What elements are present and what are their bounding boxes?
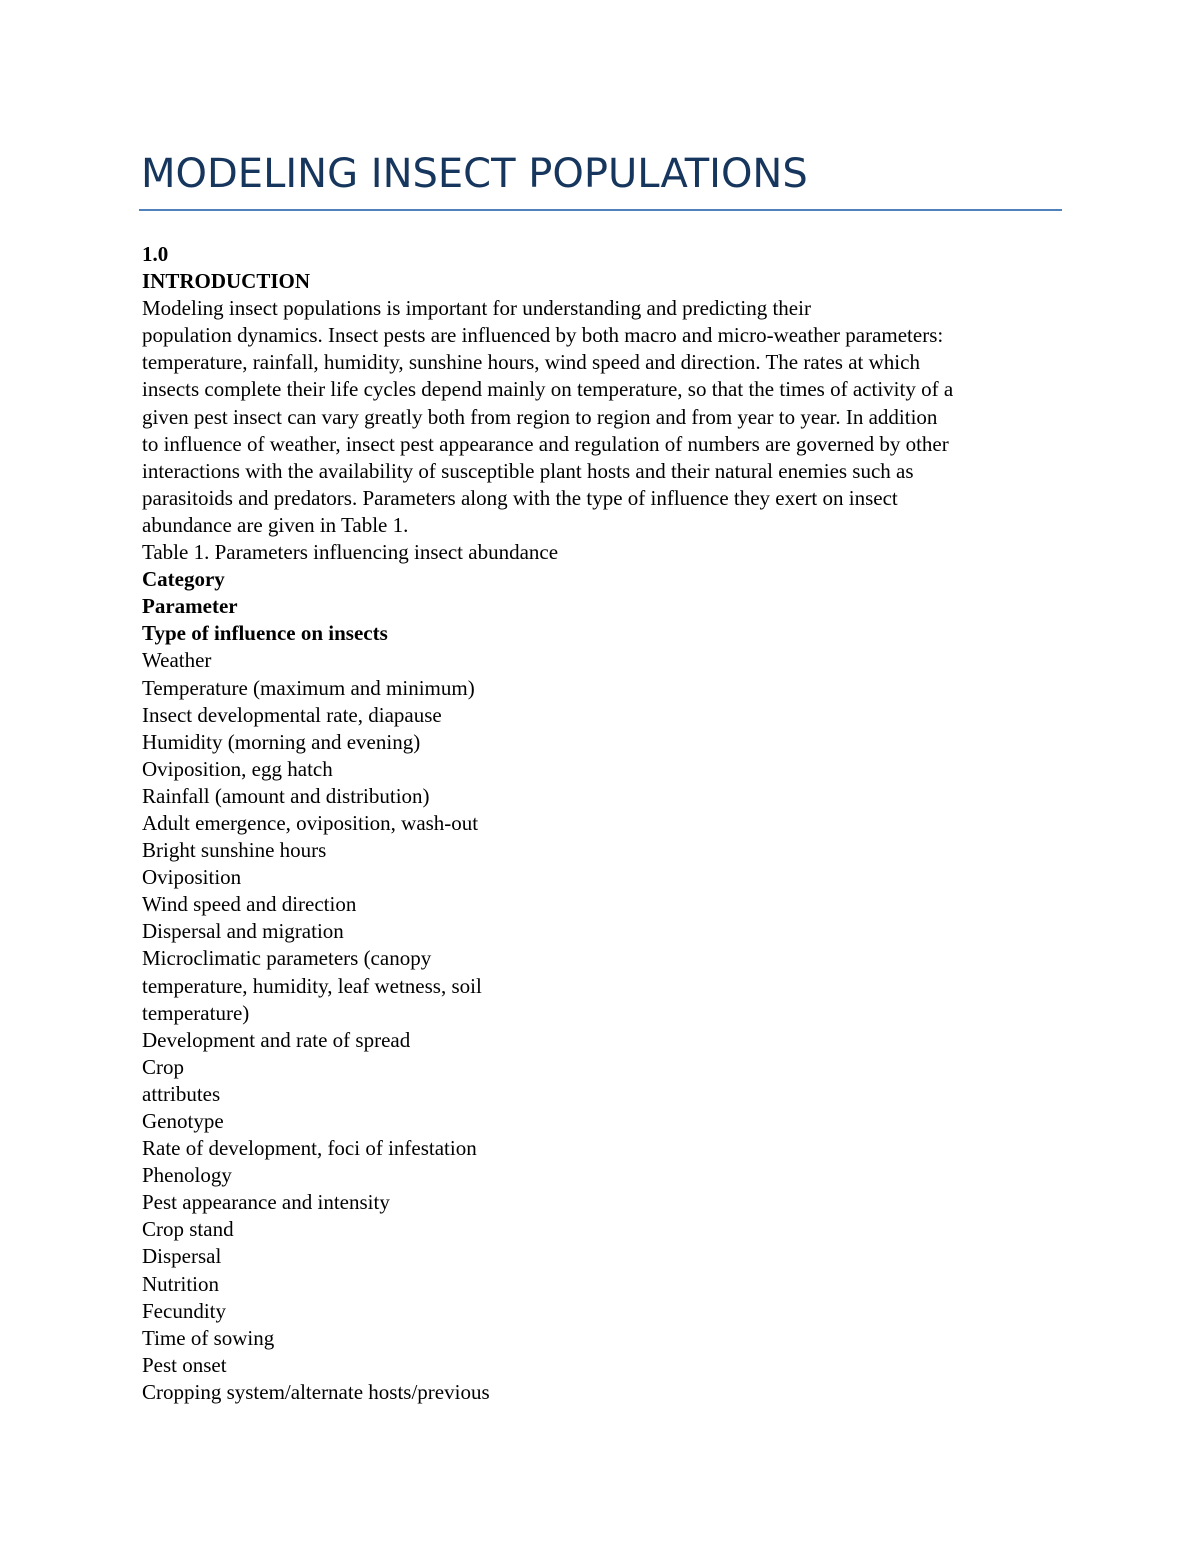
intro-line: interactions with the availability of susceptible plant hosts and their natural enemies such as (142, 458, 914, 483)
table-header-parameter: Parameter (142, 594, 238, 619)
section-heading: INTRODUCTION (142, 269, 311, 294)
table-cell: Rate of development, foci of infestation (142, 1136, 477, 1161)
table-cell: Microclimatic parameters (canopy (142, 946, 432, 971)
table-header-influence: Type of influence on insects (142, 621, 388, 646)
table-body (142, 647, 1057, 1406)
table-cell: Insect developmental rate, diapause (142, 702, 442, 727)
table-cell: Genotype (142, 1109, 224, 1133)
table-cell: Pest appearance and intensity (142, 1190, 390, 1215)
table-caption: Table 1. Parameters influencing insect abundance (142, 540, 559, 565)
table-cell: Pest onset (142, 1352, 227, 1377)
table-cell: Adult emergence, oviposition, wash-out (142, 810, 479, 835)
intro-line: Modeling insect populations is important for understanding and predicting their (142, 296, 811, 321)
table-cell: Time of sowing (142, 1325, 275, 1350)
table-cell: temperature) (142, 1000, 250, 1025)
table-header-category: Category (142, 567, 225, 592)
table-cell: Weather (142, 648, 212, 673)
title-underline (139, 209, 1062, 211)
intro-line: abundance are given in Table 1. (142, 512, 409, 537)
intro-line: given pest insect can vary greatly both from region to region and from year to year. In addition (142, 404, 938, 429)
table-cell: Oviposition, egg hatch (142, 756, 333, 781)
table-cell: attributes (142, 1081, 221, 1106)
table-headers (142, 566, 1057, 647)
intro-line: to influence of weather, insect pest appearance and regulation of numbers are governed by other (142, 431, 949, 456)
table-cell: Bright sunshine hours (142, 838, 327, 863)
document-body (142, 241, 1057, 1406)
table-cell: Phenology (142, 1163, 232, 1188)
intro-line: population dynamics. Insect pests are influenced by both macro and micro-weather parameters: (142, 323, 944, 348)
table-cell: Nutrition (142, 1271, 219, 1296)
table-cell: Fecundity (142, 1298, 226, 1323)
section-number: 1.0 (142, 242, 169, 266)
intro-line: insects complete their life cycles depend mainly on temperature, so that the times of activity of a (142, 377, 954, 402)
document-title: MODELING INSECT POPULATIONS (141, 151, 808, 197)
table-cell: Oviposition (142, 865, 242, 890)
table-cell: temperature, humidity, leaf wetness, soil (142, 973, 482, 998)
table-cell: Temperature (maximum and minimum) (142, 675, 475, 700)
table-cell: Humidity (morning and evening) (142, 729, 421, 754)
intro-line: parasitoids and predators. Parameters along with the type of influence they exert on insect (142, 485, 898, 510)
intro-line: temperature, rainfall, humidity, sunshine hours, wind speed and direction. The rates at which (142, 350, 920, 375)
table-cell: Wind speed and direction (142, 892, 357, 917)
table-cell: Crop stand (142, 1217, 234, 1242)
intro-paragraph (142, 295, 1057, 539)
table-cell: Rainfall (amount and distribution) (142, 783, 430, 808)
table-cell: Development and rate of spread (142, 1027, 411, 1052)
table-cell: Dispersal and migration (142, 919, 344, 944)
table-cell: Cropping system/alternate hosts/previous (142, 1379, 490, 1404)
table-cell: Dispersal (142, 1244, 222, 1269)
table-cell: Crop (142, 1054, 184, 1079)
